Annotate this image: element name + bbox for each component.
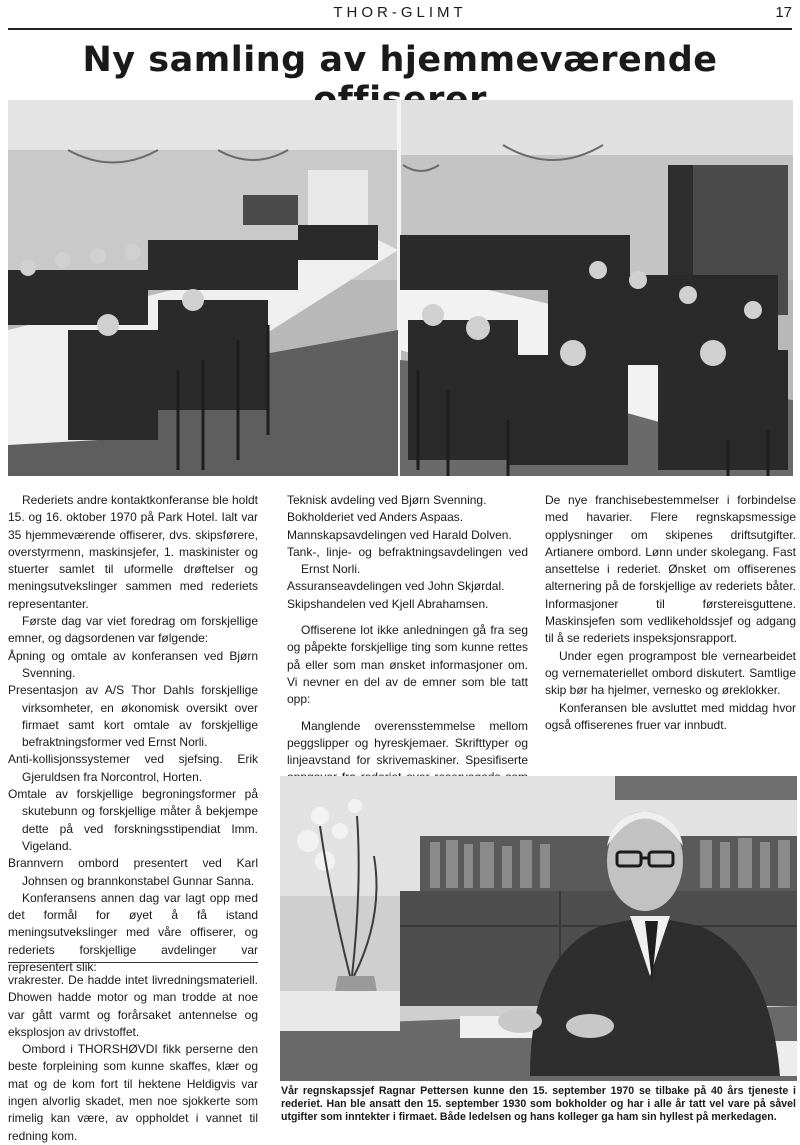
paragraph: Under egen programpost ble vernearbeidet og vernemateriellet ombord diskutert. Samtlige skip bør ha hjelmer, vernesko og øreklokker.: [545, 648, 796, 698]
paragraph: De nye franchisebestemmelser i forbindelse med havarier. Flere regnskapsmessige opplysninger om skipenes driftsutgifter. Artianere ombord. Lønn under skolegang. Fast ansettelse i rederiet. Ønsket om offiserenes alternering på de forskjellige av rederiets båter. Informasjoner til førstereisguttene. Maskinsjefen som vedlikeholdssjef og adgang til å se rederiets inspeksjonsrapport.: [545, 493, 796, 646]
list-item: Åpning og omtale av konferansen ved Bjørn Svenning.: [8, 648, 258, 680]
list-item: Assuranseavdelingen ved John Skjørdal.: [287, 579, 505, 594]
article-column-2: [287, 492, 528, 804]
paragraph: Rederiets andre kontaktkonferanse ble holdt 15. og 16. oktober 1970 på Park Hotel. Ialt var 35 hjemmeværende offiserer, dvs. skipsførere, overstyrmenn, maskinsjefer, 1. maskinister og stuerter samlet til uformelle drøftelser og meningsutvekslinger sammen med rederiets representanter.: [8, 493, 258, 611]
list-item: Mannskapsavdelingen ved Harald Dolven.: [287, 527, 512, 542]
list-item: Anti-kollisjonssystemer ved sjefsing. Erik Gjeruldsen fra Norcontrol, Horten.: [8, 752, 258, 784]
paragraph: Konferansens annen dag var lagt opp med det formål for øyet å få istand meningsutvekslinger med våre offiserer, og rederiets forskjellige avdelinger var representert slik:: [8, 890, 258, 975]
portrait-photo: [280, 776, 797, 1081]
list-item: Skipshandelen ved Kjell Abrahamsen.: [287, 596, 489, 611]
continued-article: [8, 972, 258, 1145]
article-column-3: [545, 492, 796, 734]
article-column-1: [8, 492, 258, 976]
paragraph: Offiserene lot ikke anledningen gå fra seg og påpekte forskjellige ting som kunne rettes på eller som man ønsket informasjoner om. Vi nevner en del av de emner som ble tatt opp:: [287, 623, 528, 707]
paragraph: Manglende overensstemmelse mellom peggslipper og hyreskjemaer. Skrifttyper og linjeavstand for skrivemaskiner. Spesifiserte: [287, 718, 528, 768]
header-rule: [8, 28, 792, 30]
list-item: Brannvern ombord presentert ved Karl Johnsen og brannkonstabel Gunnar Sanna.: [8, 856, 258, 888]
paragraph: vrakrester. De hadde intet livredningsmateriell. Dhowen hadde motor og man trodde at noe var gått varmt og forårsaket antennelse og eksplosjon av drivstoffet.: [8, 973, 258, 1039]
list-item: Bokholderiet ved Anders Aspaas.: [287, 510, 464, 525]
list-item: Presentasjon av A/S Thor Dahls forskjellige virksomheter, en økonomisk oversikt over firmaet samt kort omtale av forskjellige befraktningsformer ved Ernst Norli.: [8, 683, 258, 750]
list-item: Omtale av forskjellige begroningsformer på skutebunn og forskjellige måter å bekjempe dette på ved forskningsstipendiat Imm. Vigeland.: [8, 787, 258, 853]
page-title: Ny samling av hjemmeværende: [82, 40, 718, 80]
list-item: Teknisk avdeling ved Bjørn Svenning.: [287, 493, 487, 507]
paragraph: Ombord i THORSHØVDI fikk perserne den beste forpleining som kunne skaffes, klær og mat og de kom fort til hektene Heldigvis var ingen alvorlig skadet, men noe sjokkerte som rimelig kan være, av oppholdet i vannet til redning kom.: [8, 1042, 258, 1143]
photo-caption: Vår regnskapssjef Ragnar Pettersen kunne den 15. september 1970 se tilbake på 40 års tjeneste i rederiet. Han ble ansatt den 15. september 1930 som bokholder og har i alle år tatt vel vare på såvel utgifter som inntekter i firmaet. Både ledelsen og hans kolleger ga ham sin hyllest på merkedagen.: [281, 1085, 796, 1123]
page-number: 17: [775, 4, 792, 21]
paragraph: Konferansen ble avsluttet med middag hvor også offiserenes fruer var innbudt.: [545, 700, 796, 732]
running-title: THOR-GLIMT: [333, 4, 467, 21]
section-divider: [8, 962, 258, 963]
paragraph: Første dag var viet foredrag om forskjellige emner, og dagsordenen var følgende:: [8, 614, 258, 646]
list-item: Tank-, linje- og befraktningsavdelingen ved Ernst Norli.: [287, 544, 528, 577]
conference-photo: [8, 100, 793, 476]
